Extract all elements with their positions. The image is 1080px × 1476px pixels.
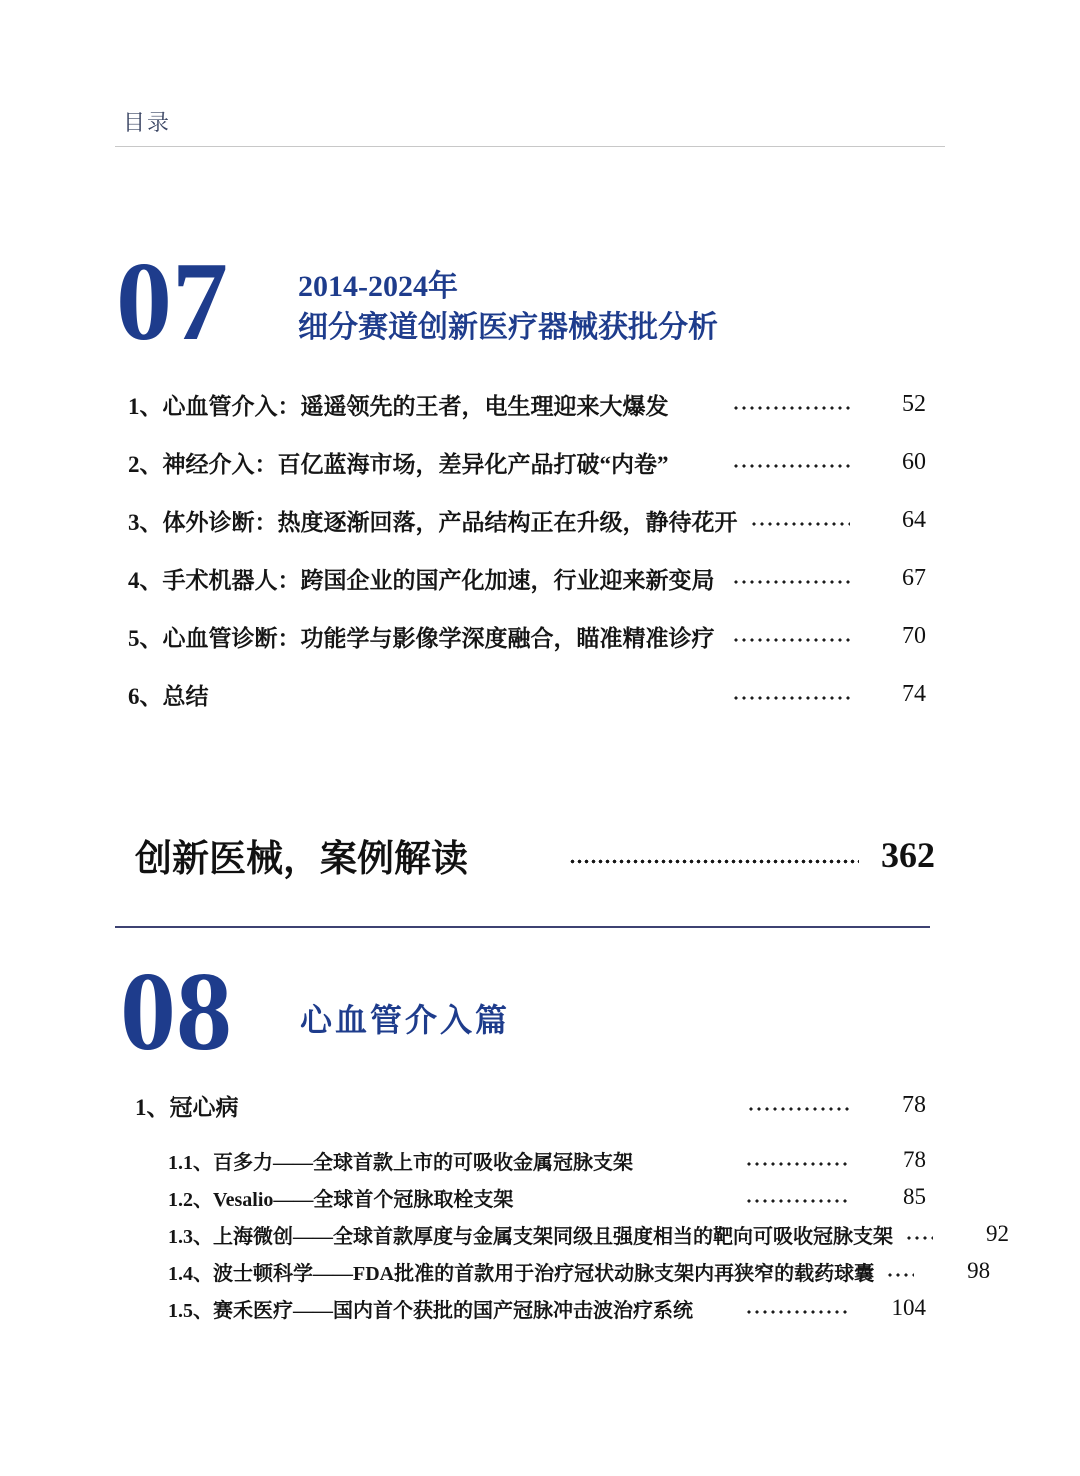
chapter-08-title: 心血管介入篇 xyxy=(300,1002,511,1038)
dot-leader xyxy=(745,1198,850,1204)
section-divider xyxy=(115,926,930,928)
toc-entry-label: 3、体外诊断：热度逐渐回落，产品结构正在升级，静待花开 xyxy=(128,509,738,535)
toc-subentry xyxy=(135,1295,926,1321)
toc-entry-label: 5、心血管诊断：功能学与影像学深度融合，瞄准精准诊疗 xyxy=(128,625,715,651)
chapter-08-number: 08 xyxy=(120,950,232,1074)
toc-entry xyxy=(128,620,926,652)
dot-leader xyxy=(905,1235,933,1241)
toc-entry-page: 104 xyxy=(891,1295,926,1320)
toc-subentry xyxy=(135,1221,1009,1248)
toc-entry xyxy=(128,504,926,536)
case-study-entry xyxy=(135,828,935,882)
toc-entry-page: 85 xyxy=(903,1184,926,1209)
dot-leader xyxy=(886,1272,914,1278)
toc-entry-label: 4、手术机器人：跨国企业的国产化加速，行业迎来新变局 xyxy=(128,567,715,593)
case-study-page: 362 xyxy=(881,835,935,875)
toc-entry-page: 92 xyxy=(986,1221,1009,1246)
toc-entry-page: 74 xyxy=(902,680,926,707)
toc-list-chapter-07 xyxy=(128,388,926,736)
toc-entry-label: 6、总结 xyxy=(128,683,209,709)
toc-entry-label: 1.1、百多力——全球首款上市的可吸收金属冠脉支架 xyxy=(168,1151,633,1174)
toc-entry-label: 1.2、Vesalio——全球首个冠脉取栓支架 xyxy=(168,1188,514,1211)
toc-entry-page: 78 xyxy=(903,1147,926,1172)
toc-entry-label: 1、心血管介入：遥遥领先的王者，电生理迎来大爆发 xyxy=(128,393,669,419)
toc-entry-page: 98 xyxy=(967,1258,991,1283)
chapter-07-title-line2: 细分赛道创新医疗器械获批分析 xyxy=(298,311,718,344)
dot-leader xyxy=(732,579,850,585)
page-header xyxy=(123,106,171,137)
chapter-07-title-line1: 2014-2024年 xyxy=(298,270,458,303)
toc-entry-label: 2、神经介入：百亿蓝海市场，差异化产品打破“内卷” xyxy=(128,451,669,477)
toc-entry xyxy=(128,678,926,710)
dot-leader xyxy=(732,463,850,469)
dot-leader xyxy=(569,858,859,865)
chapter-07-number: 07 xyxy=(116,240,228,364)
toc-list-chapter-08 xyxy=(135,1090,1009,1332)
toc-entry-page: 60 xyxy=(902,448,926,475)
dot-leader xyxy=(732,637,850,643)
toc-entry xyxy=(128,562,926,594)
toc-subentry xyxy=(135,1258,991,1285)
dot-leader xyxy=(745,1309,850,1315)
header-divider xyxy=(115,146,945,147)
toc-entry-page: 78 xyxy=(902,1091,926,1118)
toc-entry-page: 67 xyxy=(902,564,926,591)
case-study-title: 创新医械，案例解读 xyxy=(135,839,468,880)
toc-entry-label: 1、冠心病 xyxy=(135,1094,239,1120)
toc-entry-label: 1.5、赛禾医疗——国内首个获批的国产冠脉冲击波治疗系统 xyxy=(168,1299,693,1322)
dot-leader xyxy=(750,521,851,527)
toc-subentry xyxy=(135,1184,926,1210)
dot-leader xyxy=(732,405,850,411)
toc-entry-label: 1.4、波士顿科学——FDA批准的首款用于治疗冠状动脉支架内再狭窄的载药球囊 xyxy=(168,1262,875,1285)
toc-entry xyxy=(128,446,926,478)
dot-leader xyxy=(747,1106,850,1112)
dot-leader xyxy=(745,1161,850,1167)
toc-entry-page: 52 xyxy=(902,390,926,417)
toc-entry-label: 1.3、上海微创——全球首款厚度与金属支架同级且强度相当的靶向可吸收冠脉支架 xyxy=(168,1225,893,1248)
toc-subentry xyxy=(135,1147,926,1173)
dot-leader xyxy=(732,695,850,701)
toc-entry xyxy=(135,1090,926,1120)
toc-entry-page: 64 xyxy=(902,506,926,533)
toc-entry xyxy=(128,388,926,420)
page-header-label: 目录 xyxy=(123,110,172,135)
toc-entry-page: 70 xyxy=(902,622,926,649)
chapter-07-title xyxy=(298,266,718,348)
